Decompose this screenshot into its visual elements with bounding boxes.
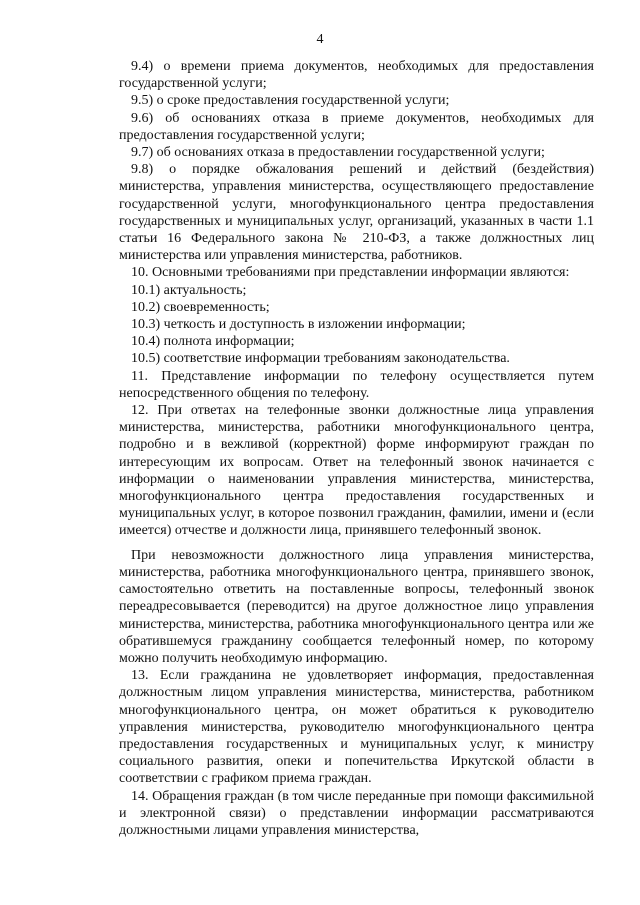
paragraph-9-4: 9.4) о времени приема документов, необходимых для предоставления государственной услуги; bbox=[119, 59, 594, 92]
paragraph-10-5: 10.5) соответствие информации требованиям законодательства. bbox=[131, 351, 510, 367]
paragraph-12: 12. При ответах на телефонные звонки должностные лица управления министерства, министерства, работники многофункционального центра, подробно и в вежливой (корректной) форме информируют граждан по интересующим их вопросам. Ответ на телефонный звонок начинается с информации о наименовании управления министерства, министерства, многофункционального центра предоставления государственных и муниципальных услуг, в которое позвонил гражданин, фамилии, имени и (если имеется) отчестве и должности лица, принявшего телефонный звонок. bbox=[119, 403, 594, 539]
paragraph-9-6: 9.6) об основаниях отказа в приеме документов, необходимых для предоставления государственной услуги; bbox=[119, 110, 594, 143]
paragraph-10-1: 10.1) актуальность; bbox=[131, 282, 247, 298]
paragraph-9-8: 9.8) о порядке обжалования решений и действий (бездействия) министерства, управления министерства, осуществляющего предоставление государственной услуги, многофункционального центра предоставления государственных и муниципальных услуг, организаций, указанных в части 1.1 статьи 16 Федерального закона № 210-ФЗ, а также должностных лиц министерства или управления министерства, работников. bbox=[119, 162, 594, 264]
paragraph-9-7: 9.7) об основаниях отказа в предоставлении государственной услуги; bbox=[131, 145, 545, 161]
paragraph-11: 11. Представление информации по телефону осуществляется путем непосредственного общения по телефону. bbox=[119, 368, 594, 401]
paragraph-9-5: 9.5) о сроке предоставления государственной услуги; bbox=[131, 93, 450, 109]
paragraph-14: 14. Обращения граждан (в том числе переданные при помощи факсимильной и электронной связи) о представлении информации рассматриваются должностными лицами управления министерства, bbox=[119, 788, 594, 838]
page-number: 4 bbox=[316, 32, 324, 47]
paragraph-10-2: 10.2) своевременность; bbox=[131, 299, 270, 315]
document-body bbox=[119, 58, 594, 839]
paragraph-12-continued: При невозможности должностного лица управления министерства, министерства, работника многофункционального центра, принявшего звонок, самостоятельно ответить на поставленные вопросы, телефонный звонок переадресовывается (переводится) на другое должностное лицо управления министерства, министерства, работника многофункционального центра или же обратившемуся гражданину сообщается телефонный номер, по которому можно получить необходимую информацию. bbox=[119, 547, 594, 666]
paragraph-10: 10. Основными требованиями при представлении информации являются: bbox=[131, 265, 570, 281]
paragraph-13: 13. Если гражданина не удовлетворяет информация, предоставленная должностным лицом управления министерства, министерства, работником многофункционального центра, он может обратиться к руководителю управления министерства, руководителю многофункционального центра предоставления государственных и муниципальных услуг, к министру социального развития, опеки и попечительства Иркутской области в соответствии с графиком приема граждан. bbox=[119, 668, 594, 787]
paragraph-10-4: 10.4) полнота информации; bbox=[131, 334, 295, 350]
paragraph-10-3: 10.3) четкость и доступность в изложении информации; bbox=[131, 317, 466, 333]
